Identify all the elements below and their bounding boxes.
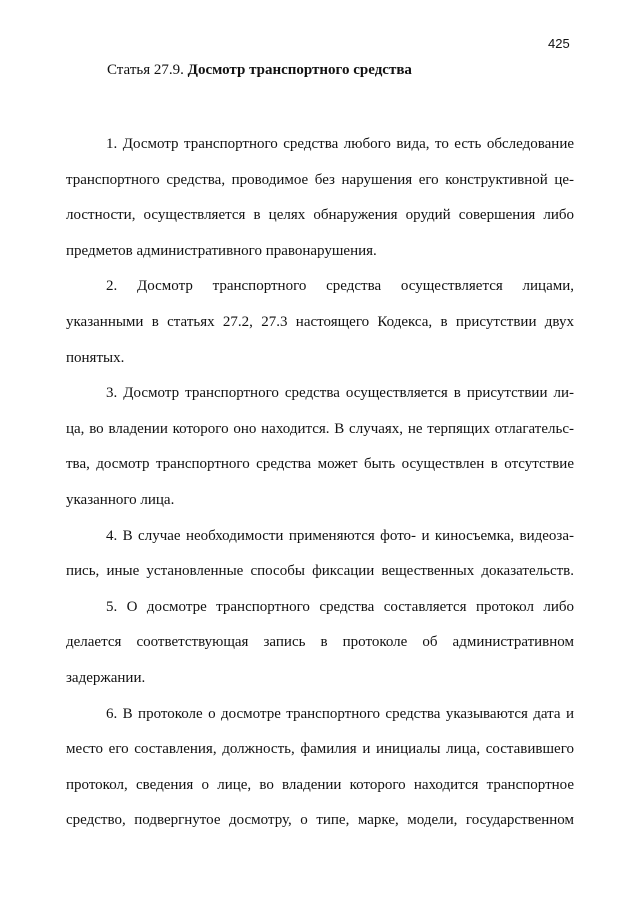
text-line: указанного лица.	[66, 491, 175, 508]
text-line: указанными в статьях 27.2, 27.3 настоящего Кодекса, в присутствии двух	[66, 313, 574, 330]
text-line: 5. О досмотре транспортного средства составляется протокол либо	[106, 598, 574, 615]
text-line: пись, иные установленные способы фиксации вещественных доказательств.	[66, 563, 574, 580]
text-line: задержании.	[66, 669, 146, 686]
article-heading	[107, 62, 412, 79]
text-line: лостности, осуществляется в целях обнаружения орудий совершения либо	[66, 207, 574, 224]
text-line: 3. Досмотр транспортного средства осуществляется в присутствии ли-	[106, 385, 574, 402]
text-line: 2. Досмотр транспортного средства осуществляется лицами,	[106, 278, 574, 295]
text-line: средство, подвергнутое досмотру, о типе, марке, модели, государственном	[66, 812, 574, 829]
text-line: 1. Досмотр транспортного средства любого вида, то есть обследование	[106, 136, 574, 152]
text-line: 6. В протоколе о досмотре транспортного средства указываются дата и	[106, 705, 574, 722]
text-line: 4. В случае необходимости применяются фото- и киносъемка, видеоза-	[106, 527, 574, 544]
text-line: транспортного средства, проводимое без нарушения его конструктивной це-	[66, 171, 574, 188]
text-line: делается соответствующая запись в протоколе об административном	[66, 634, 574, 651]
article-number: Статья 27.9.	[107, 62, 184, 78]
text-line: тва, досмотр транспортного средства может быть осуществлен в отсутствие	[66, 456, 574, 473]
text-line: место его составления, должность, фамилия и инициалы лица, составившего	[66, 741, 574, 758]
text-line: протокол, сведения о лице, во владении которого находится транспортное	[66, 776, 574, 793]
page-number: 425	[548, 36, 570, 51]
article-body	[66, 127, 574, 839]
text-line: предметов административного правонарушения.	[66, 242, 377, 259]
text-line: понятых.	[66, 349, 125, 366]
text-line: ца, во владении которого оно находится. В случаях, не терпящих отлагательс-	[66, 420, 574, 437]
article-title: Досмотр транспортного средства	[187, 62, 412, 78]
